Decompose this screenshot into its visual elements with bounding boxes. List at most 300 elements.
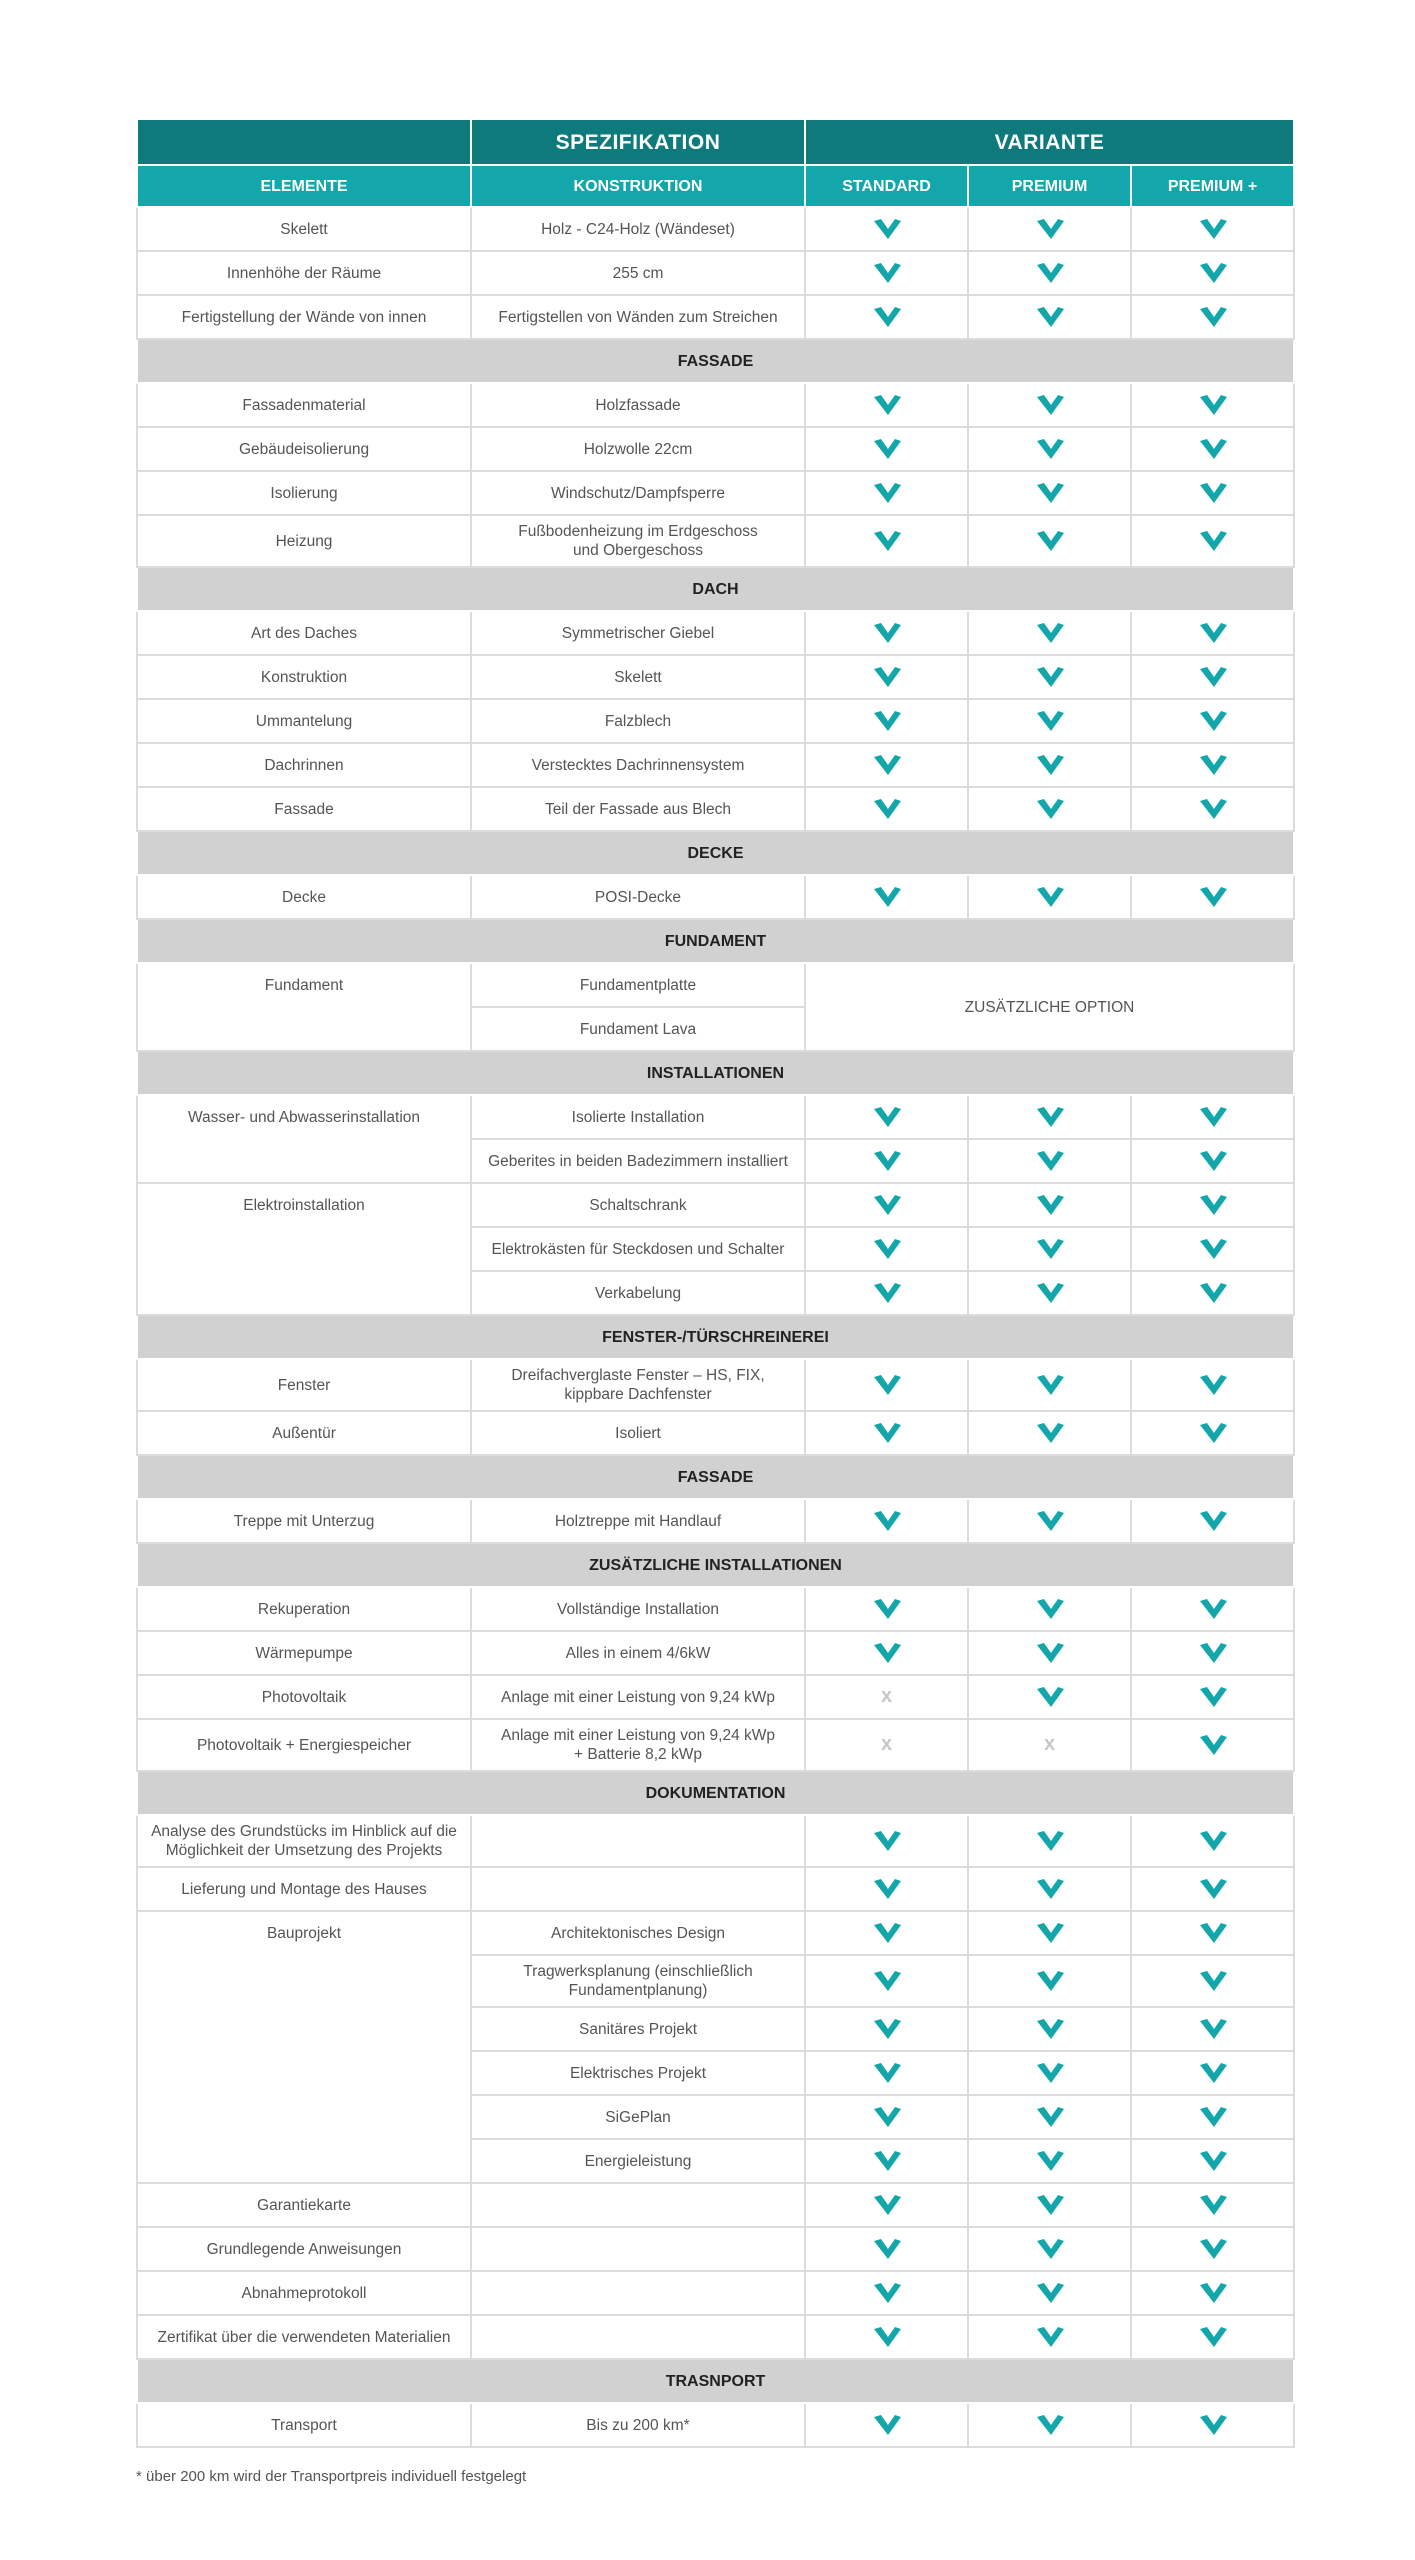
premium-cell [968,1587,1131,1631]
premium-plus-cell [1131,875,1294,919]
x-icon: x [880,1733,893,1755]
check-icon [1035,2413,1065,2437]
standard-cell [805,1867,968,1911]
premium-cell [968,611,1131,655]
check-icon [1035,217,1065,241]
check-icon [872,1105,902,1129]
premium-plus-cell [1131,1675,1294,1719]
check-icon [1198,1193,1228,1217]
premium-plus-cell [1131,1411,1294,1455]
construction-cell: Energieleistung [471,2139,805,2183]
construction-cell: Anlage mit einer Leistung von 9,24 kWp + Batterie 8,2 kWp [471,1719,805,1771]
premium-cell [968,699,1131,743]
standard-cell [805,2095,968,2139]
check-icon [1035,2105,1065,2129]
check-icon [872,481,902,505]
section-row [137,831,1294,875]
check-icon [872,437,902,461]
premium-plus-cell [1131,1867,1294,1911]
table-row [137,2315,1294,2359]
element-cell: Grundlegende Anweisungen [137,2227,471,2271]
premium-cell [968,1911,1131,1955]
check-icon [1035,1877,1065,1901]
premium-cell [968,743,1131,787]
standard-cell [805,1499,968,1543]
check-icon [872,665,902,689]
check-icon [1035,621,1065,645]
additional-option-cell: ZUSÄTZLICHE OPTION [805,963,1294,1051]
premium-cell [968,1955,1131,2007]
check-icon [872,885,902,909]
check-icon [1035,2237,1065,2261]
element-cell: Art des Daches [137,611,471,655]
table-row [137,2227,1294,2271]
check-icon [1198,1641,1228,1665]
section-heading: DOKUMENTATION [137,1771,1294,1815]
col-header-standard: STANDARD [805,165,968,207]
standard-cell [805,2403,968,2447]
element-cell: Gebäudeisolierung [137,427,471,471]
check-icon [1035,1597,1065,1621]
check-icon [872,1149,902,1173]
premium-cell [968,2315,1131,2359]
premium-cell [968,1631,1131,1675]
check-icon [872,2193,902,2217]
element-cell: Transport [137,2403,471,2447]
premium-cell [968,1719,1131,1771]
table-row [137,427,1294,471]
standard-cell [805,2139,968,2183]
premium-cell [968,295,1131,339]
check-icon [872,1829,902,1853]
col-header-elemente: ELEMENTE [137,165,471,207]
table-row [137,1183,1294,1227]
check-icon [1198,217,1228,241]
premium-plus-cell [1131,1499,1294,1543]
check-icon [872,2061,902,2085]
check-icon [1035,1149,1065,1173]
element-cell: Analyse des Grundstücks im Hinblick auf die Möglichkeit der Umsetzung des Projekts [137,1815,471,1867]
check-icon [1035,1685,1065,1709]
check-icon [872,2325,902,2349]
standard-cell [805,2007,968,2051]
standard-cell [805,1955,968,2007]
check-icon [1035,1829,1065,1853]
premium-plus-cell [1131,471,1294,515]
col-header-premium: PREMIUM [968,165,1131,207]
premium-cell [968,1095,1131,1139]
premium-cell [968,207,1131,251]
table-row [137,2271,1294,2315]
premium-cell [968,2403,1131,2447]
construction-cell: Sanitäres Projekt [471,2007,805,2051]
table-row [137,875,1294,919]
standard-cell [805,515,968,567]
check-icon [1198,2413,1228,2437]
check-icon [872,621,902,645]
premium-cell [968,1867,1131,1911]
element-cell: Dachrinnen [137,743,471,787]
check-icon [872,1421,902,1445]
construction-cell [471,1815,805,1867]
table-row [137,1815,1294,1867]
premium-cell [968,2271,1131,2315]
construction-cell: Isolierte Installation [471,1095,805,1139]
construction-cell: 255 cm [471,251,805,295]
premium-plus-cell [1131,1139,1294,1183]
check-icon [1198,709,1228,733]
standard-cell [805,611,968,655]
construction-cell: Falzblech [471,699,805,743]
construction-cell: Dreifachverglaste Fenster – HS, FIX, kippbare Dachfenster [471,1359,805,1411]
premium-cell [968,1139,1131,1183]
element-cell: Konstruktion [137,655,471,699]
standard-cell [805,1587,968,1631]
construction-cell: Tragwerksplanung (einschließlich Fundamentplanung) [471,1955,805,2007]
construction-cell: Holzwolle 22cm [471,427,805,471]
check-icon [872,1641,902,1665]
premium-plus-cell [1131,1911,1294,1955]
premium-plus-cell [1131,383,1294,427]
element-cell: Elektroinstallation [137,1183,471,1315]
premium-plus-cell [1131,2007,1294,2051]
col-header-premium-plus: PREMIUM + [1131,165,1294,207]
premium-cell [968,2051,1131,2095]
table-row [137,295,1294,339]
construction-cell: Architektonisches Design [471,1911,805,1955]
premium-cell [968,1499,1131,1543]
check-icon [1035,1421,1065,1445]
element-cell: Fenster [137,1359,471,1411]
construction-cell: SiGePlan [471,2095,805,2139]
standard-cell [805,2271,968,2315]
table-row [137,963,1294,1007]
construction-cell: Geberites in beiden Badezimmern installiert [471,1139,805,1183]
premium-plus-cell [1131,2139,1294,2183]
check-icon [1198,1921,1228,1945]
element-cell: Ummantelung [137,699,471,743]
premium-plus-cell [1131,207,1294,251]
element-cell: Garantiekarte [137,2183,471,2227]
check-icon [872,753,902,777]
premium-plus-cell [1131,1631,1294,1675]
standard-cell [805,1227,968,1271]
comparison-table [136,118,1295,2448]
check-icon [1198,2061,1228,2085]
table-row [137,471,1294,515]
check-icon [1035,1237,1065,1261]
standard-cell [805,2227,968,2271]
section-row [137,1051,1294,1095]
table-body [137,207,1294,2447]
premium-cell [968,1675,1131,1719]
standard-cell [805,1675,968,1719]
standard-cell [805,1911,968,1955]
check-icon [1198,1597,1228,1621]
section-heading: DACH [137,567,1294,611]
construction-cell: Teil der Fassade aus Blech [471,787,805,831]
construction-cell: Elektrokästen für Steckdosen und Schalter [471,1227,805,1271]
check-icon [1035,529,1065,553]
table-row [137,611,1294,655]
check-icon [872,261,902,285]
check-icon [1035,1509,1065,1533]
check-icon [872,2017,902,2041]
premium-plus-cell [1131,2271,1294,2315]
section-heading: TRASNPORT [137,2359,1294,2403]
check-icon [1198,1237,1228,1261]
premium-plus-cell [1131,787,1294,831]
standard-cell [805,471,968,515]
premium-plus-cell [1131,1955,1294,2007]
standard-cell [805,383,968,427]
construction-cell: Symmetrischer Giebel [471,611,805,655]
premium-plus-cell [1131,1271,1294,1315]
section-row [137,1771,1294,1815]
check-icon [1035,2149,1065,2173]
construction-cell: Fundamentplatte [471,963,805,1007]
construction-cell: Verstecktes Dachrinnensystem [471,743,805,787]
header-row-columns [137,165,1294,207]
standard-cell [805,1411,968,1455]
check-icon [1035,1193,1065,1217]
check-icon [872,1193,902,1217]
premium-plus-cell [1131,1183,1294,1227]
construction-cell [471,2227,805,2271]
check-icon [1198,2149,1228,2173]
check-icon [1198,481,1228,505]
element-cell: Heizung [137,515,471,567]
premium-cell [968,2007,1131,2051]
check-icon [1198,393,1228,417]
standard-cell [805,1631,968,1675]
x-icon: x [1043,1733,1056,1755]
check-icon [1035,885,1065,909]
check-icon [1035,261,1065,285]
element-cell: Photovoltaik [137,1675,471,1719]
construction-cell: Holz - C24-Holz (Wändeset) [471,207,805,251]
header-variant: VARIANTE [805,119,1294,165]
check-icon [1035,2061,1065,2085]
standard-cell [805,295,968,339]
premium-cell [968,2183,1131,2227]
check-icon [1198,1685,1228,1709]
table-row [137,207,1294,251]
check-icon [872,2413,902,2437]
premium-plus-cell [1131,611,1294,655]
check-icon [872,2105,902,2129]
table-row [137,251,1294,295]
premium-plus-cell [1131,2183,1294,2227]
premium-cell [968,1815,1131,1867]
element-cell: Innenhöhe der Räume [137,251,471,295]
premium-plus-cell [1131,2403,1294,2447]
construction-cell: Alles in einem 4/6kW [471,1631,805,1675]
element-cell: Photovoltaik + Energiespeicher [137,1719,471,1771]
premium-cell [968,383,1131,427]
section-row [137,919,1294,963]
standard-cell [805,875,968,919]
table-row [137,383,1294,427]
section-heading: DECKE [137,831,1294,875]
section-heading: INSTALLATIONEN [137,1051,1294,1095]
standard-cell [805,251,968,295]
construction-cell [471,2315,805,2359]
header-spec: SPEZIFIKATION [471,119,805,165]
check-icon [872,529,902,553]
check-icon [872,1373,902,1397]
check-icon [1035,305,1065,329]
check-icon [1035,2325,1065,2349]
element-cell: Treppe mit Unterzug [137,1499,471,1543]
check-icon [872,1969,902,1993]
check-icon [1035,1921,1065,1945]
check-icon [872,2281,902,2305]
check-icon [872,709,902,733]
section-heading: FENSTER-/TÜRSCHREINEREI [137,1315,1294,1359]
standard-cell [805,787,968,831]
section-heading: ZUSÄTZLICHE INSTALLATIONEN [137,1543,1294,1587]
element-cell: Fassadenmaterial [137,383,471,427]
element-cell: Wasser- und Abwasserinstallation [137,1095,471,1183]
header-row-top [137,119,1294,165]
check-icon [1035,1373,1065,1397]
premium-plus-cell [1131,743,1294,787]
standard-cell [805,655,968,699]
check-icon [1198,797,1228,821]
table-row [137,743,1294,787]
premium-plus-cell [1131,1719,1294,1771]
table-row [137,1719,1294,1771]
premium-plus-cell [1131,1359,1294,1411]
table-row [137,699,1294,743]
construction-cell [471,1867,805,1911]
premium-plus-cell [1131,515,1294,567]
section-heading: FASSADE [137,339,1294,383]
standard-cell [805,1719,968,1771]
element-cell: Decke [137,875,471,919]
element-cell: Wärmepumpe [137,1631,471,1675]
table-row [137,655,1294,699]
col-header-konstruktion: KONSTRUKTION [471,165,805,207]
premium-cell [968,787,1131,831]
check-icon [1035,393,1065,417]
element-cell: Fassade [137,787,471,831]
element-cell: Isolierung [137,471,471,515]
table-row [137,2403,1294,2447]
premium-plus-cell [1131,1227,1294,1271]
element-cell: Bauprojekt [137,1911,471,2183]
table-row [137,515,1294,567]
x-icon: x [880,1685,893,1707]
check-icon [872,1921,902,1945]
check-icon [1035,437,1065,461]
header-empty-cell [137,119,471,165]
premium-plus-cell [1131,295,1294,339]
check-icon [872,305,902,329]
premium-cell [968,1271,1131,1315]
premium-plus-cell [1131,2095,1294,2139]
premium-cell [968,1359,1131,1411]
check-icon [872,217,902,241]
standard-cell [805,2183,968,2227]
premium-cell [968,1411,1131,1455]
check-icon [1198,2017,1228,2041]
element-cell: Fertigstellung der Wände von innen [137,295,471,339]
premium-cell [968,2227,1131,2271]
standard-cell [805,1359,968,1411]
check-icon [1198,1105,1228,1129]
premium-plus-cell [1131,2315,1294,2359]
check-icon [1198,665,1228,689]
premium-plus-cell [1131,2051,1294,2095]
premium-plus-cell [1131,1815,1294,1867]
construction-cell: Verkabelung [471,1271,805,1315]
construction-cell [471,2271,805,2315]
check-icon [1035,2193,1065,2217]
check-icon [872,1597,902,1621]
section-row [137,1543,1294,1587]
premium-plus-cell [1131,1587,1294,1631]
check-icon [1198,1733,1228,1757]
check-icon [1198,2105,1228,2129]
check-icon [1198,753,1228,777]
comparison-table-wrapper [136,118,1293,2448]
check-icon [872,797,902,821]
construction-cell: Holzfassade [471,383,805,427]
premium-plus-cell [1131,699,1294,743]
premium-cell [968,2139,1131,2183]
check-icon [1035,1105,1065,1129]
construction-cell: Bis zu 200 km* [471,2403,805,2447]
table-row [137,1359,1294,1411]
standard-cell [805,1271,968,1315]
construction-cell: Vollständige Installation [471,1587,805,1631]
premium-cell [968,875,1131,919]
check-icon [872,1877,902,1901]
element-cell: Rekuperation [137,1587,471,1631]
standard-cell [805,427,968,471]
construction-cell [471,2183,805,2227]
table-row [137,1631,1294,1675]
standard-cell [805,1183,968,1227]
element-cell: Außentür [137,1411,471,1455]
check-icon [1035,2017,1065,2041]
check-icon [1198,1373,1228,1397]
check-icon [872,2237,902,2261]
check-icon [1198,2325,1228,2349]
check-icon [1035,797,1065,821]
table-row [137,1499,1294,1543]
construction-cell: Fundament Lava [471,1007,805,1051]
check-icon [1198,261,1228,285]
premium-plus-cell [1131,427,1294,471]
construction-cell: Fußbodenheizung im Erdgeschoss und Obergeschoss [471,515,805,567]
standard-cell [805,2315,968,2359]
check-icon [1198,1421,1228,1445]
section-heading: FUNDAMENT [137,919,1294,963]
check-icon [1035,665,1065,689]
standard-cell [805,743,968,787]
check-icon [872,1281,902,1305]
table-row [137,1675,1294,1719]
premium-plus-cell [1131,1095,1294,1139]
section-heading: FASSADE [137,1455,1294,1499]
element-cell: Skelett [137,207,471,251]
premium-cell [968,251,1131,295]
check-icon [1198,2237,1228,2261]
premium-plus-cell [1131,251,1294,295]
